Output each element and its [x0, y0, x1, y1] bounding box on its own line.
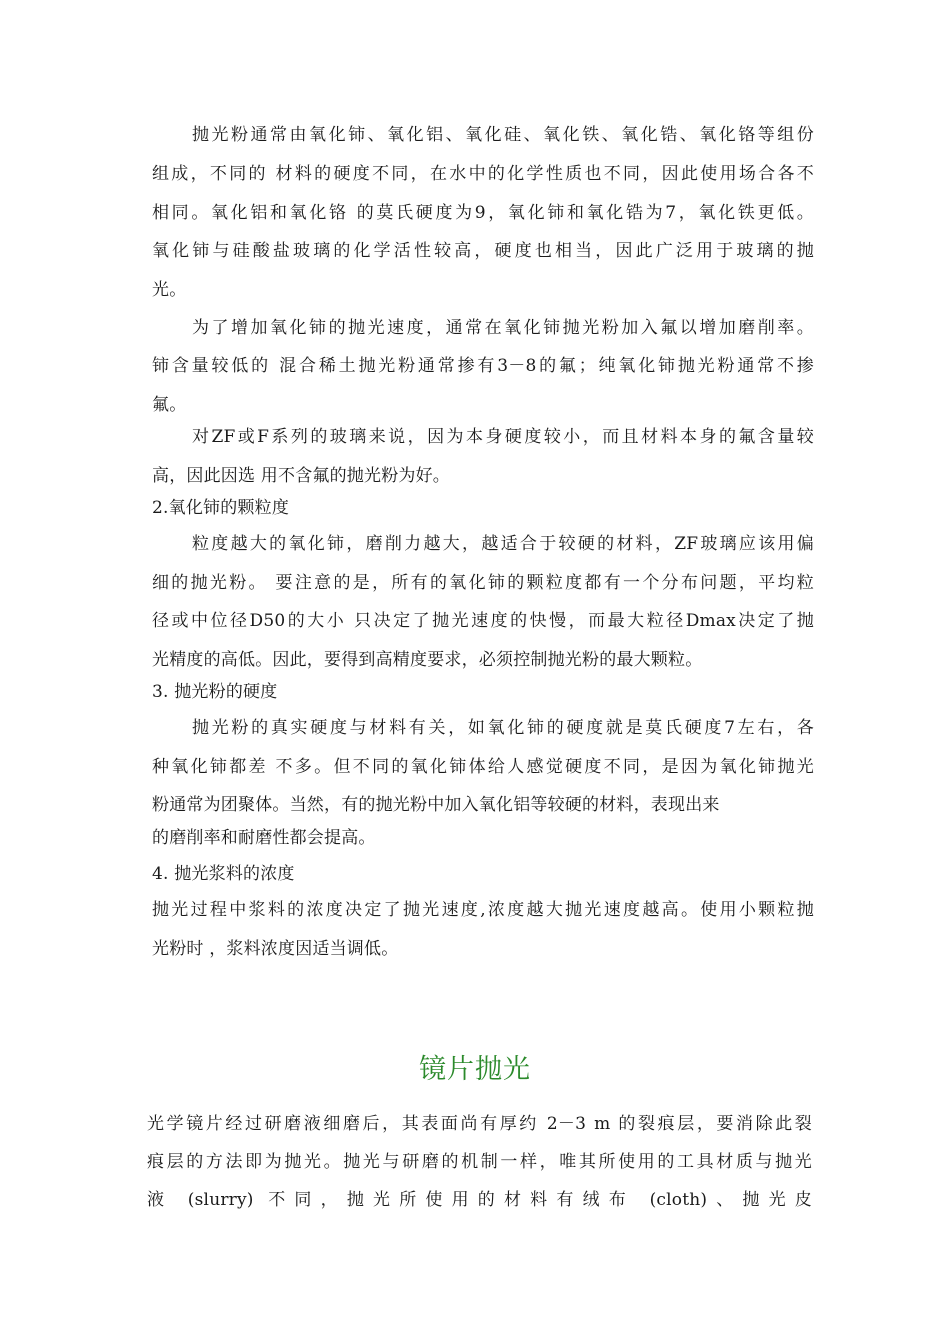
paragraph-line: 种氧化铈都差 不多。但不同的氧化铈体给人感觉硬度不同，是因为氧化铈抛光 — [152, 757, 814, 777]
paragraph-line: 光。 — [152, 280, 187, 300]
paragraph-line: 光精度的高低。因此，要得到高精度要求，必须控制抛光粉的最大颗粒。 — [152, 650, 703, 670]
section-heading: 3. 抛光粉的硬度 — [152, 682, 278, 702]
paragraph-line: 抛光粉通常由氧化铈、氧化铝、氧化硅、氧化铁、氧化锆、氧化铬等组份 — [192, 125, 814, 145]
paragraph-line: 组成，不同的 材料的硬度不同，在水中的化学性质也不同，因此使用场合各不 — [152, 164, 814, 184]
paragraph-line: 粉通常为团聚体。当然，有的抛光粉中加入氧化铝等较硬的材料，表现出来 — [152, 795, 720, 815]
paragraph-line: 对ZF或F系列的玻璃来说，因为本身硬度较小，而且材料本身的氟含量较 — [192, 427, 814, 447]
paragraph-line: 高，因此因选 用不含氟的抛光粉为好。 — [152, 466, 451, 486]
paragraph-line: 抛光粉的真实硬度与材料有关，如氧化铈的硬度就是莫氏硬度7左右，各 — [192, 718, 814, 738]
paragraph-line: 径或中位径D50的大小 只决定了抛光速度的快慢，而最大粒径Dmax决定了抛 — [152, 611, 814, 631]
paragraph-line: 氟。 — [152, 395, 187, 415]
paragraph-line: 抛光过程中浆料的浓度决定了抛光速度,浓度越大抛光速度越高。使用小颗粒抛 — [152, 900, 814, 920]
section-heading: 4. 抛光浆料的浓度 — [152, 864, 295, 884]
paragraph-line: 光粉时 ，浆料浓度因适当调低。 — [152, 939, 399, 959]
paragraph-line: 痕层的方法即为抛光。抛光与研磨的机制一样，唯其所使用的工具材质与抛光 — [147, 1152, 812, 1172]
paragraph-line: 为了增加氧化铈的抛光速度，通常在氧化铈抛光粉加入氟以增加磨削率。 — [192, 318, 814, 338]
paragraph-line: 铈含量较低的 混合稀土抛光粉通常掺有3－8的氟；纯氧化铈抛光粉通常不掺 — [152, 356, 814, 376]
paragraph-line: 相同。氧化铝和氧化铬 的莫氏硬度为9，氧化铈和氧化锆为7，氧化铁更低。 — [152, 203, 814, 223]
paragraph-line: 氧化铈与硅酸盐玻璃的化学活性较高，硬度也相当，因此广泛用于玻璃的抛 — [152, 241, 814, 261]
section-heading: 2.氧化铈的颗粒度 — [152, 498, 290, 518]
paragraph-line: 细的抛光粉。 要注意的是，所有的氧化铈的颗粒度都有一个分布问题，平均粒 — [152, 573, 814, 593]
paragraph-line: 粒度越大的氧化铈，磨削力越大，越适合于较硬的材料，ZF玻璃应该用偏 — [192, 534, 814, 554]
paragraph-line: 光学镜片经过研磨液细磨后，其表面尚有厚约 2－3 m 的裂痕层，要消除此裂 — [147, 1114, 812, 1134]
paragraph-line: 的磨削率和耐磨性都会提高。 — [152, 828, 376, 848]
paragraph-line: 液 (slurry) 不同，抛光所使用的材料有绒布 (cloth)、抛光皮 — [147, 1190, 812, 1210]
section-title: 镜片抛光 — [419, 1054, 531, 1085]
